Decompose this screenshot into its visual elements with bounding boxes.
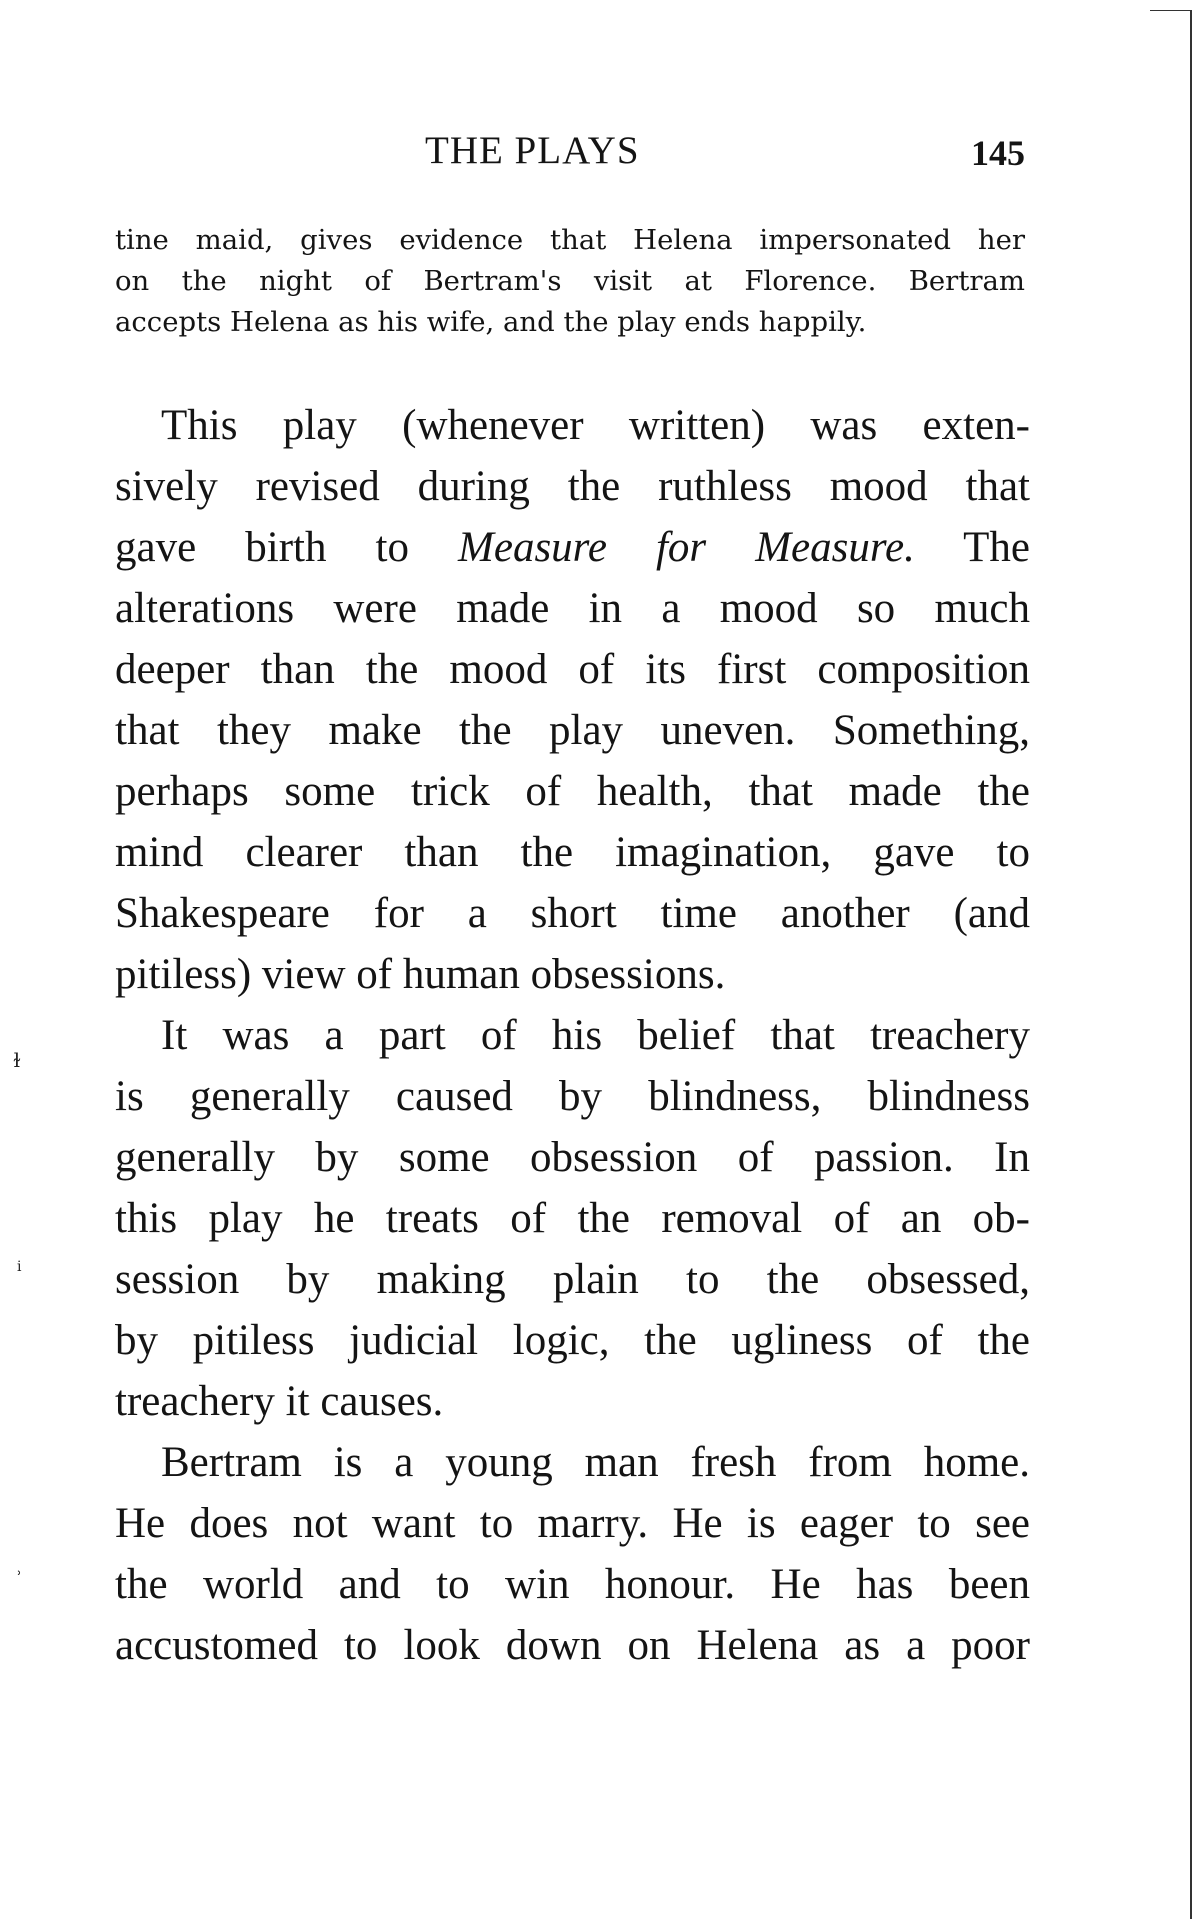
text-line: Shakespeare for a short time another (and [115,890,1030,937]
text-line: alterations were made in a mood so much [115,585,1030,632]
text-line: pitiless) view of human obsessions. [115,951,726,998]
text-line: This play (whenever written) was exten- [161,402,1030,449]
body-text [115,395,1030,1676]
paragraph-1 [115,395,1030,1005]
synopsis-block [115,220,1025,343]
paragraph-3 [115,1432,1030,1676]
text-line: this play he treats of the removal of an ob- [115,1195,1030,1242]
synopsis-line: on the night of Bertram's visit at Florence. Bertram [115,265,1025,297]
paragraph-2 [115,1005,1030,1432]
text-line: Bertram is a young man fresh from home. [161,1439,1030,1486]
text-line: that they make the play uneven. Something, [115,707,1030,754]
page-edge-top [1150,10,1190,11]
text-line: accustomed to look down on Helena as a poor [115,1622,1030,1669]
text-line: treachery it causes. [115,1378,444,1425]
text-line: mind clearer than the imagination, gave to [115,829,1030,876]
synopsis-line: accepts Helena as his wife, and the play ends happily. [115,306,867,338]
text-line: by pitiless judicial logic, the ugliness of the [115,1317,1030,1364]
text-line: session by making plain to the obsessed, [115,1256,1030,1303]
synopsis-line: tine maid, gives evidence that Helena impersonated her [115,224,1025,256]
running-title: THE PLAYS [425,129,640,172]
page-number: 145 [971,133,1025,173]
text-segment: The [914,524,1030,571]
play-title-italic: Measure for Measure. [458,524,915,571]
text-line: deeper than the mood of its first composition [115,646,1030,693]
text-line: perhaps some trick of health, that made the [115,768,1030,815]
text-line: is generally caused by blindness, blindness [115,1073,1030,1120]
margin-speck-mark: ʾ [17,1568,22,1587]
text-line: the world and to win honour. He has been [115,1561,1030,1608]
margin-speck-mark: ɫ [13,1048,21,1072]
margin-speck-mark: ⅰ [17,1259,22,1275]
text-line: sively revised during the ruthless mood that [115,463,1030,510]
page-header [115,128,1025,188]
text-line: He does not want to marry. He is eager to see [115,1500,1030,1547]
text-line: It was a part of his belief that treachery [161,1012,1030,1059]
text-line: generally by some obsession of passion. In [115,1134,1030,1181]
text-line [115,517,1030,578]
text-segment: gave birth to [115,524,459,571]
page-edge-right [1190,10,1192,1919]
